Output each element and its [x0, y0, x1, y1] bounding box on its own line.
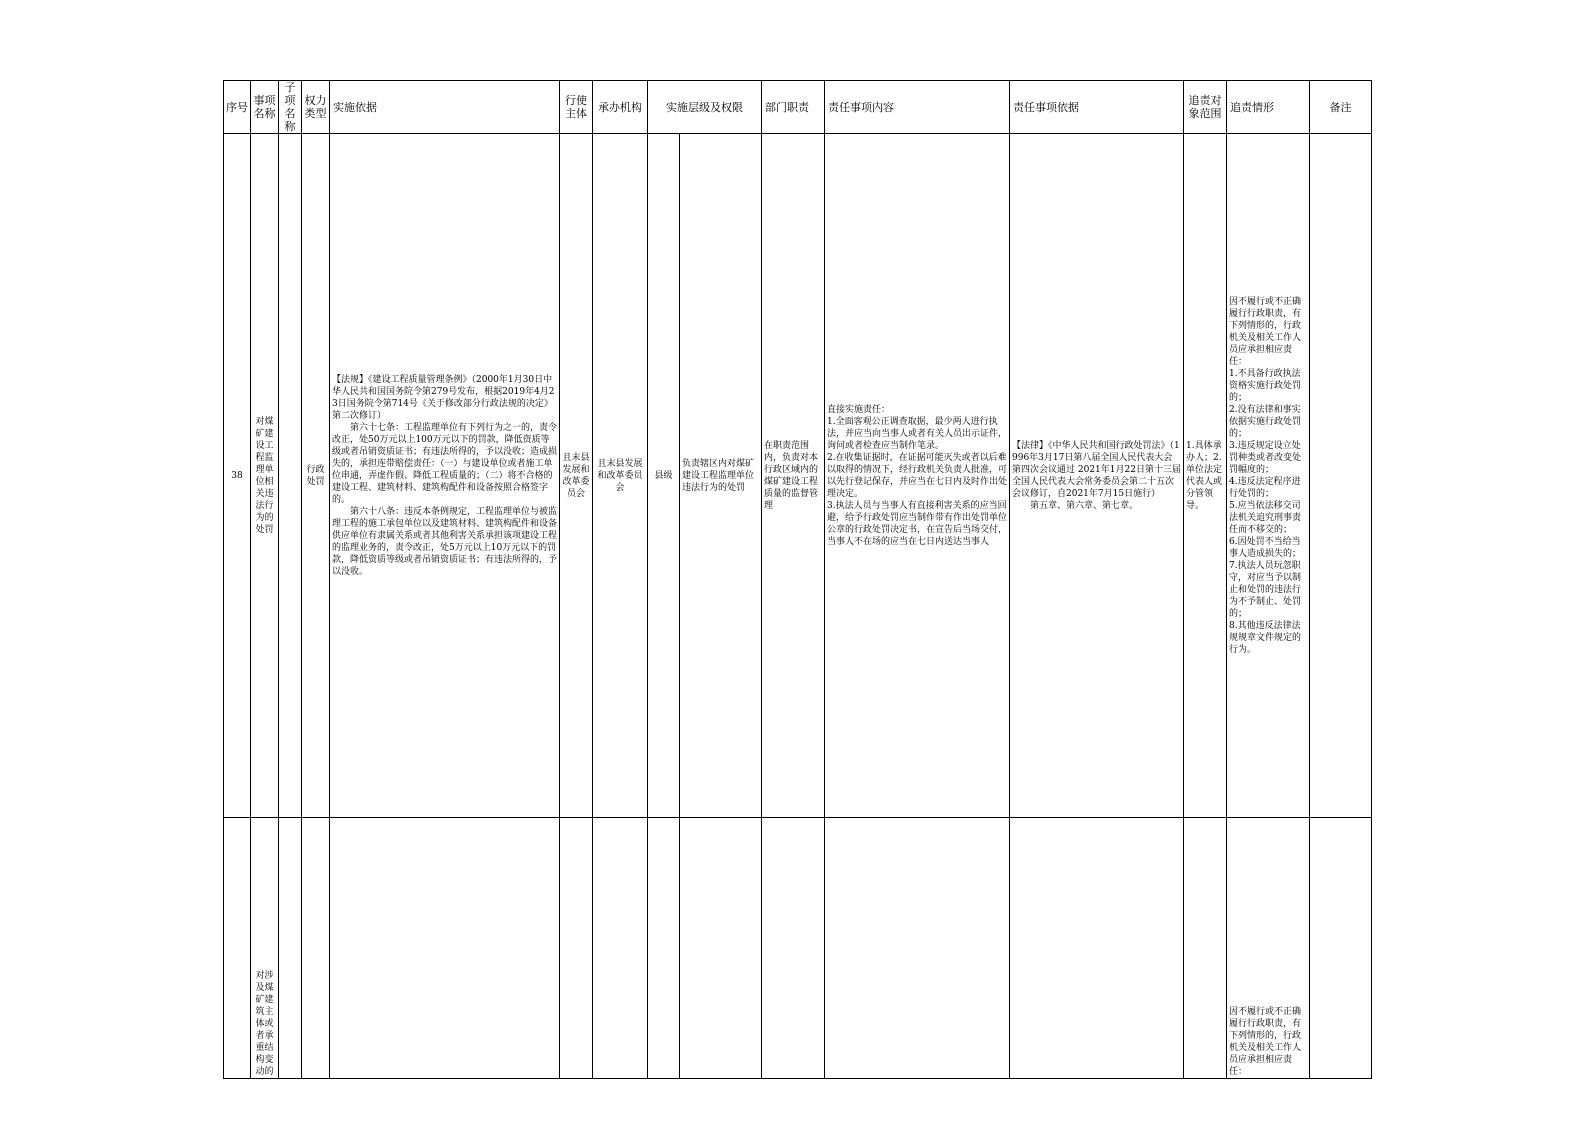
responsibility-table: [223, 80, 1372, 1079]
circumstance-line: 1.不具备行政执法资格实施行政处罚的；: [1229, 368, 1302, 403]
circumstance-line: 4.违反法定程序进行处罚的；: [1229, 476, 1301, 499]
resp-content-line: 直接实施责任：: [827, 404, 891, 415]
table-header-row: [224, 81, 1372, 134]
resp-basis-law: 【法律】《中华人民共和国行政处罚法》（1996年3月17日第八届全国人民代表大会第四次会议通过 2021年1月22日第十三届全国人民代表大会常务委员会第二十五次会议修订，自2021年7月15日施行）: [1012, 440, 1181, 499]
row-resp-basis: [1010, 134, 1184, 818]
row-basis: [330, 818, 560, 1079]
row-level: 县级: [648, 134, 680, 818]
header-circumstances: 追责情形: [1227, 81, 1310, 134]
row-seq: [224, 818, 251, 1079]
row-resp-content: [825, 134, 1010, 818]
basis-article-68: 第六十八条：违反本条例规定，工程监理单位与被监理工程的施工承包单位以及建筑材料、建筑构配件和设备供应单位有隶属关系或者其他利害关系承担该项建设工程的监理业务的，责令改正，处5万元以上10万元以下的罚款，降低资质等级或者吊销资质证书；有违法所得的，予以没收。: [332, 506, 558, 577]
row-duty: [762, 818, 825, 1079]
row-sub-item-name: [279, 134, 302, 818]
header-basis: 实施依据: [330, 81, 560, 134]
header-agency: 承办机构: [593, 81, 648, 134]
row-basis: [330, 134, 560, 818]
circumstance-line: 7.执法人员玩忽职守，对应当予以制止和处罚的违法行为不予制止、处罚的；: [1229, 560, 1302, 619]
row-scope: [1184, 818, 1227, 1079]
header-power-type: 权力类型: [302, 81, 330, 134]
basis-article-67: 第六十七条：工程监理单位有下列行为之一的，责令改正，处50万元以上100万元以下的罚款，降低资质等级或者吊销资质证书；有违法所得的，予以没收；造成损失的，承担连带赔偿责任：（一）与建设单位或者施工单位串通，弄虚作假、降低工程质量的；（二）将不合格的建设工程、建筑材料、建筑构配件和设备按照合格签字的。: [332, 422, 558, 505]
header-scope: 追责对象范围: [1184, 81, 1227, 134]
row-remark: [1310, 818, 1372, 1079]
basis-law-title: 【法规】《建设工程质量管理条例》（2000年1月30日中华人民共和国国务院令第279号发布，根据2019年4月23日国务院令第714号《关于修改部分行政法规的决定》第二次修订）: [332, 374, 555, 421]
circumstance-line: 8.其他违反法律法规规章文件规定的行为。: [1229, 620, 1302, 655]
table-row: [224, 818, 1372, 1079]
row-power-type: [302, 818, 330, 1079]
circumstance-line: 3.违反规定设立处罚种类或者改变处罚幅度的；: [1229, 440, 1302, 475]
row-sub-item-name: [279, 818, 302, 1079]
header-resp-content: 责任事项内容: [825, 81, 1010, 134]
row-power-type: 行政处罚: [302, 134, 330, 818]
row-circumstances: [1227, 134, 1310, 818]
row-item-name: 对涉及煤矿建筑主体或者承重结构变动的: [251, 818, 279, 1079]
circumstance-line: 因不履行或不正确履行行政职责，有下列情形的，行政机关及相关工作人员应承担相应责任：: [1229, 296, 1302, 367]
resp-basis-chapters: 第五章、第六章、第七章。: [1030, 500, 1139, 511]
table-row: [224, 134, 1372, 818]
row-subject: 且末县发展和改革委员会: [560, 134, 593, 818]
resp-content-line: 1.全面客观公正调查取据，最少两人进行执法，并应当向当事人或者有关人员出示证件，询问或者检查应当制作笔录。: [827, 416, 1008, 451]
circumstance-line: 5.应当依法移交司法机关追究刑事责任而不移交的；: [1229, 500, 1302, 535]
header-seq: 序号: [224, 81, 251, 134]
header-item-name: 事项名称: [251, 81, 279, 134]
row-scope: 1.具体承办人；2.单位法定代表人或分管领导。: [1184, 134, 1227, 818]
row-level-detail: 负责辖区内对煤矿建设工程监理单位违法行为的处罚: [680, 134, 762, 818]
row-resp-basis: [1010, 818, 1184, 1079]
header-duty: 部门职责: [762, 81, 825, 134]
row-seq: 38: [224, 134, 251, 818]
row-subject: [560, 818, 593, 1079]
circumstance-line: 2.没有法律和事实依据实施行政处罚的；: [1229, 404, 1302, 439]
header-level: 实施层级及权限: [648, 81, 762, 134]
row-agency: 且末县发展和改革委员会: [593, 134, 648, 818]
header-remark: 备注: [1310, 81, 1372, 134]
circumstance-line: 6.因处罚不当给当事人造成损失的；: [1229, 536, 1302, 559]
resp-content-line: 2.在收集证据时，在证据可能灭失或者以后难以取得的情况下，经行政机关负责人批准，可以先行登记保存，并应当在七日内及时作出处理决定。: [827, 452, 1008, 499]
row-circumstances: 因不履行或不正确履行行政职责，有下列情形的，行政机关及相关工作人员应承担相应责任：: [1227, 818, 1310, 1079]
row-level: [648, 818, 680, 1079]
resp-content-line: 3.执法人员与当事人有直接利害关系的应当回避，给予行政处罚应当制作带有作出处罚单位公章的行政处罚决定书，在宣告后当场交付，当事人不在场的应当在七日内送达当事人: [827, 500, 1008, 547]
document-sheet: [223, 80, 1371, 1077]
header-sub-item-name: 子项名称: [279, 81, 302, 134]
row-duty: 在职责范围内，负责对本行政区域内的煤矿建设工程质量的监督管理: [762, 134, 825, 818]
header-subject: 行使主体: [560, 81, 593, 134]
row-remark: [1310, 134, 1372, 818]
row-item-name: 对煤矿建设工程监理单位相关违法行为的处罚: [251, 134, 279, 818]
row-level-detail: [680, 818, 762, 1079]
row-agency: [593, 818, 648, 1079]
row-resp-content: [825, 818, 1010, 1079]
header-resp-basis: 责任事项依据: [1010, 81, 1184, 134]
